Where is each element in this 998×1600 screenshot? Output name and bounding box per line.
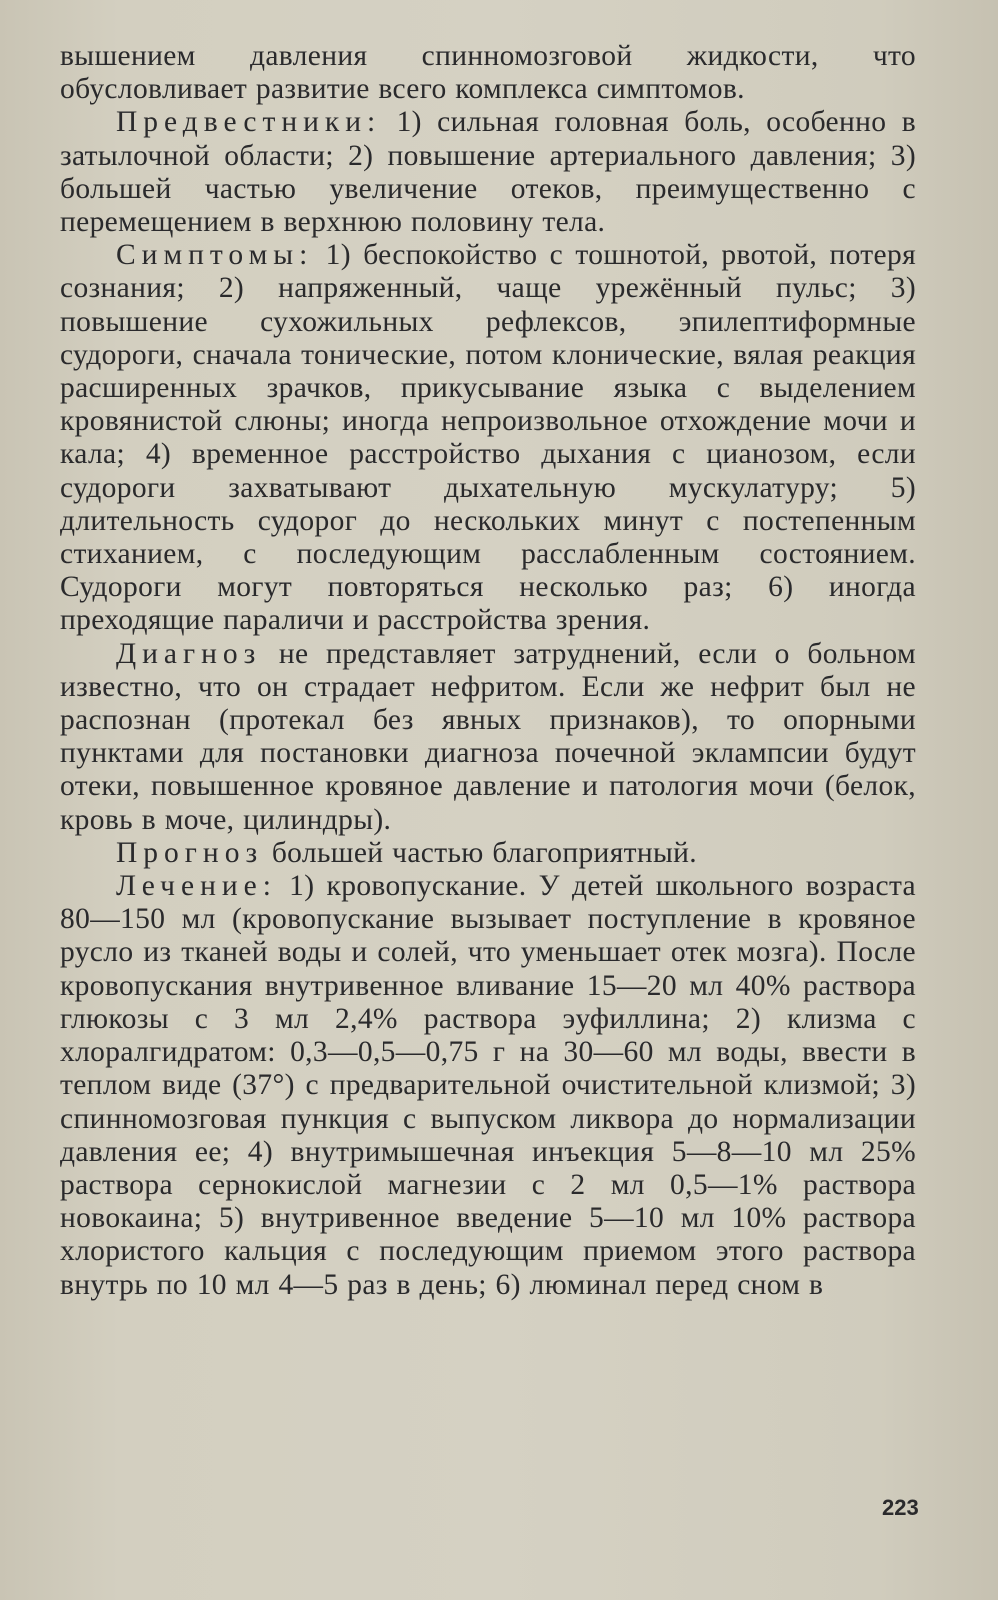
- paragraph-treatment: [60, 870, 916, 1302]
- paragraph-lead-prognosis: Прогноз: [116, 836, 264, 869]
- paragraph-lead-precursors: Предвестники:: [116, 106, 382, 139]
- paragraph-lead-diagnosis: Диагноз: [116, 637, 262, 670]
- paragraph-body: большей частью благоприятный.: [263, 836, 698, 869]
- page-text: [60, 40, 916, 1302]
- paragraph-precursors: [60, 106, 916, 239]
- paragraph-body: 1) кровопускание. У детей школьного возраста 80—150 мл (кровопускание вызывает поступление в кровяное русло из тканей воды и солей, что уменьшает отек мозга). После кровопускания внутривенное вливание 15—20 мл 40% раствора глюкозы с 3 мл 2,4% раствора эуфиллина; 2) клизма с хлоралгидратом: 0,3—0,5—0,75 г на 30—60 мл воды, ввести в теплом виде (37°) с предварительной очистительной клизмой; 3) спинномозговая пункция с выпуском ликвора до нормализации давления ее; 4) внутримышечная инъекция 5—8—10 мл 25% раствора сернокислой магнезии с 2 мл 0,5—1% раствора новокаина; 5) внутривенное введение 5—10 мл 10% раствора хлористого кальция с последующим приемом этого раствора внутрь по 10 мл 4—5 раз в день; 6) люминал перед сном в: [60, 870, 916, 1301]
- page-number: 223: [882, 1495, 919, 1520]
- paragraph-body: вышением давления спинномозговой жидкости, что обусловливает развитие всего комплекса симптомов.: [60, 40, 916, 106]
- paragraph-body: 1) сильная головная боль, особенно в затылочной области; 2) повышение артериального давления; 3) большей частью увеличение отеков, преимущественно с перемещением в верхнюю половину тела.: [60, 106, 916, 239]
- paragraph-lead-symptoms: Симптомы:: [116, 239, 314, 272]
- paragraph-symptoms: [60, 239, 916, 637]
- paragraph-prognosis: [60, 837, 916, 870]
- paragraph-diagnosis: [60, 638, 916, 837]
- paragraph-body: 1) беспокойство с тошнотой, рвотой, потеря сознания; 2) напряженный, чаще урежённый пульс; 3) повышение сухожильных рефлексов, эпилептиформные судороги, сначала тонические, потом клонические, вялая реакция расширенных зрачков, прикусывание языка с выделением кровянистой слюны; иногда непроизвольное отхождение мочи и кала; 4) временное расстройство дыхания с цианозом, если судороги захватывают дыхательную мускулатуру; 5) длительность судорог до нескольких минут с постепенным стиханием, с последующим расслабленным состоянием. Судороги могут повторяться несколько раз; 6) иногда преходящие параличи и расстройства зрения.: [60, 239, 916, 637]
- paragraph-continuation: [60, 40, 916, 106]
- paragraph-lead-treatment: Лечение:: [116, 870, 277, 903]
- paragraph-body: не представляет затруднений, если о больном известно, что он страдает нефритом. Если же нефрит был не распознан (протекал без явных признаков), то опорными пунктами для постановки диагноза почечной эклампсии будут отеки, повышенное кровяное давление и патология мочи (белок, кровь в моче, цилиндры).: [60, 637, 916, 836]
